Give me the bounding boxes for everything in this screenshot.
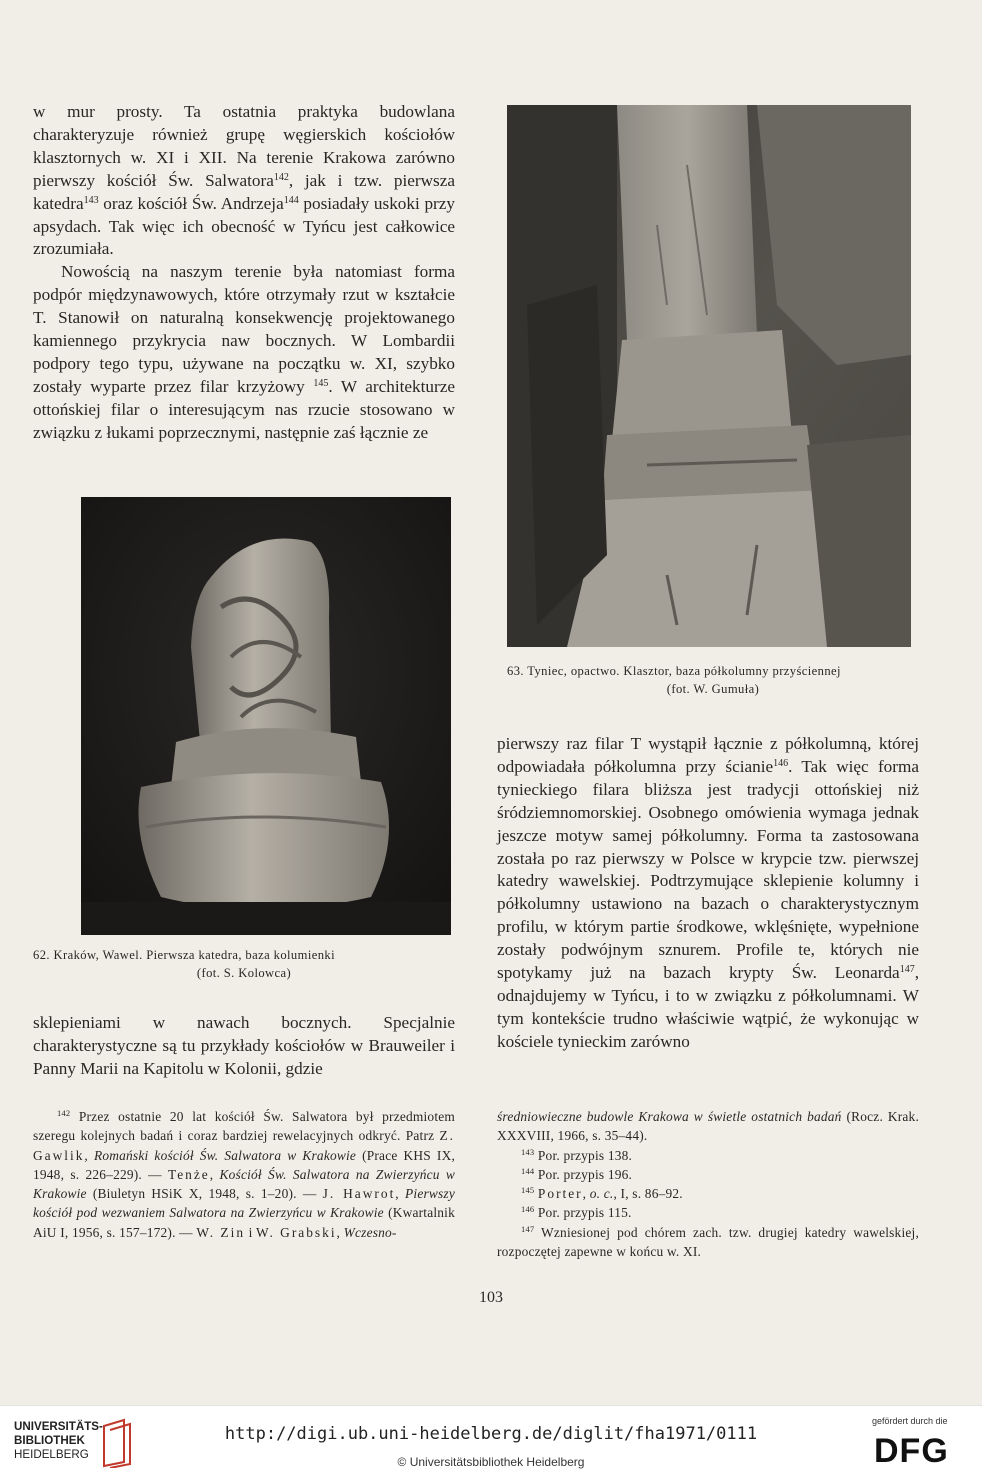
left-top-text <box>33 101 455 445</box>
figure-62-caption <box>33 946 455 982</box>
text-run: . W architekturze ottońskiej filar o interesującym nas rzucie stosowano w związku z łukami poprzecznymi, następnie zaś łącznie ze <box>33 376 455 442</box>
text-run: posiadały uskoki przy apsydach. Tak więc ich obecność w Tyńcu jest całkowice zrozumiała. <box>33 193 455 259</box>
footnotes-right <box>497 1107 919 1261</box>
stone-pillar-image <box>507 105 911 647</box>
figure-63-caption-line1: 63. Tyniec, opactwo. Klasztor, baza półkolumny przyściennej <box>507 664 841 678</box>
text-run: Por. przypis 138. <box>534 1147 633 1163</box>
footnote-ref: 142 <box>273 171 289 183</box>
funded-by-label: gefördert durch die <box>872 1416 948 1426</box>
figure-63-caption <box>507 662 919 698</box>
footnote-ref: 146 <box>773 757 789 769</box>
text-run: Przez ostatnie 20 lat kościół Św. Salwatora był przedmiotem szeregu kolejnych badań i coraz bardziej rewelacyjnych odkryć. Patrz <box>33 1109 455 1144</box>
paragraph <box>33 1107 455 1242</box>
permalink-url[interactable]: http://digi.ub.uni-heidelberg.de/diglit/fha1971/0111 <box>224 1424 758 1444</box>
figure-62-caption-line2: (fot. S. Kolowca) <box>196 966 292 980</box>
text-run: (Prace KHS IX, 1948, s. 226–229). — <box>33 1147 455 1182</box>
italic-title: średniowieczne budowle Krakowa w świetle ostatnich badań <box>497 1109 842 1124</box>
text-run: Por. przypis 115. <box>534 1205 632 1221</box>
text-run: (Biuletyn HSiK X, 1948, s. 1–20). — <box>86 1186 323 1202</box>
paragraph <box>497 1203 919 1222</box>
text-run: , odnajdujemy w Tyńcu, i to w związku z półkolumnami. W tym kontekście trudno właściwie wątpić, że wykonując w kościele tynieckim zarówno <box>497 963 919 1051</box>
italic-title: Wczesno- <box>343 1224 397 1240</box>
library-name-line2: BIBLIOTHEK <box>14 1434 85 1447</box>
paragraph <box>497 1165 919 1184</box>
paragraph <box>497 1146 919 1165</box>
footnote-ref: 143 <box>521 1146 535 1157</box>
text-run: , <box>395 1186 406 1202</box>
footnote-ref: 144 <box>283 194 299 206</box>
text-run: , <box>84 1147 94 1163</box>
copyright-text: © Universitätsbibliothek Heidelberg <box>397 1455 585 1469</box>
author-name: W. Zin <box>196 1224 246 1240</box>
author-name: Z. Gawlik <box>33 1128 455 1163</box>
footer-bar <box>0 1405 982 1482</box>
library-name-line1: UNIVERSITÄTS- <box>14 1420 103 1433</box>
figure-63-photo <box>507 105 911 647</box>
library-name-line3: HEIDELBERG <box>14 1448 89 1461</box>
text-run: (Rocz. Krak. XXXVIII, 1966, s. 35–44). <box>497 1109 919 1144</box>
carved-column-base-image <box>81 497 451 935</box>
text-run: . Tak więc forma tynieckiego filara bliższa jest tradycji ottońskiej niż śródziemnomorskiej. Osobnego omówienia wymaga jednak jeszcze motyw samej półkolumny. Forma ta zastosowana została po raz pierwszy w Polsce w krypcie tzw. pierwszej katedry wawelskiej. Podtrzymujące sklepienie kolumny i półkolumny ustawiono na bazach o charakterystycznym profilu, w którym partie środkowe, wklęśnięte, wypełnione zostały podwójnym sznurem. Profile te, których nie spotykamy już na bazach krypty Św. Leonarda <box>497 756 919 983</box>
footnote-ref: 144 <box>521 1165 535 1176</box>
footnote-ref: 145 <box>521 1185 535 1196</box>
text-run: , jak i tzw. pierwsza katedra <box>33 170 455 213</box>
text-run: sklepieniami w nawach bocznych. Specjalnie charakterystyczne są tu przykłady kościołów w Brauweiler i Panny Marii na Kapitolu w Kolonii, gdzie <box>33 1013 455 1078</box>
text-run: Wzniesionej pod chórem zach. tzw. drugiej katedry wawelskiej, rozpoczętej zapewne w końcu w. XI. <box>497 1224 919 1260</box>
text-run: , <box>582 1186 590 1202</box>
footnote-ref: 145 <box>313 377 329 389</box>
text-run: i <box>245 1224 257 1240</box>
paragraph <box>33 1012 455 1081</box>
page-number: 103 <box>479 1289 503 1306</box>
dfg-logo[interactable]: DFG <box>874 1432 949 1470</box>
author-name: Tenże <box>167 1166 210 1182</box>
text-run: pierwszy raz filar T wystąpił łącznie z półkolumną, której odpowiadała półkolumna przy ścianie <box>497 734 919 776</box>
footnote-ref: 146 <box>521 1204 535 1215</box>
italic-title: Kościół Św. Salwatora na Zwierzyńcu w Krakowie <box>33 1166 455 1202</box>
author-name: J. Hawrot <box>322 1186 396 1202</box>
paragraph <box>497 1184 919 1203</box>
figure-62-photo <box>81 497 451 935</box>
footnotes-left <box>33 1107 455 1242</box>
text-run: , I, s. 86–92. <box>613 1186 683 1202</box>
text-run: (Kwartalnik AiU I, 1956, s. 157–172). — <box>33 1205 455 1240</box>
footnote-ref: 143 <box>83 194 99 206</box>
paragraph <box>33 261 455 444</box>
footnote-ref: 142 <box>57 1108 71 1118</box>
italic-title: Romański kościół Św. Salwatora w Krakowie <box>94 1147 357 1163</box>
footnote-ref: 147 <box>899 964 915 976</box>
text-run: oraz kościół Św. Andrzeja <box>98 193 284 213</box>
right-column-text <box>497 733 919 1054</box>
italic-title: o. c. <box>589 1186 614 1202</box>
paragraph <box>497 1223 919 1262</box>
figure-62-caption-line1: 62. Kraków, Wawel. Pierwsza katedra, baza kolumienki <box>33 948 335 962</box>
text-run: Por. przypis 196. <box>534 1166 633 1182</box>
figure-63-caption-line2: (fot. W. Gumuła) <box>666 682 760 696</box>
text-run: w mur prosty. Ta ostatnia praktyka budowlana charakteryzuje również grupę węgierskich kościołów klasztornych w. XI i XII. Na terenie Krakowa zarówno pierwszy kościół Św. Salwatora <box>33 102 455 190</box>
paragraph <box>33 101 455 261</box>
text-run: , <box>209 1166 220 1182</box>
left-bottom-text <box>33 1012 455 1081</box>
text-run: Nowością na naszym terenie była natomiast forma podpór międzynawowych, które otrzymały rzut w kształcie T. Stanowił on naturalną konsekwencję projektowanego kamiennego przykrycia naw bocznych. W Lombardii podpory tego typu, używane na początku w. XI, szybko zostały wyparte przez filar krzyżowy <box>33 262 455 396</box>
italic-title: Pierwszy kościół pod wezwaniem Salwatora na Zwierzyńcu w Krakowie <box>33 1186 455 1221</box>
author-name: Porter <box>537 1186 583 1202</box>
paragraph <box>497 1107 919 1146</box>
author-name: W. Grabski <box>256 1224 337 1240</box>
text-run: , <box>336 1224 344 1240</box>
paragraph <box>497 733 919 1054</box>
footnote-ref: 147 <box>521 1223 535 1234</box>
